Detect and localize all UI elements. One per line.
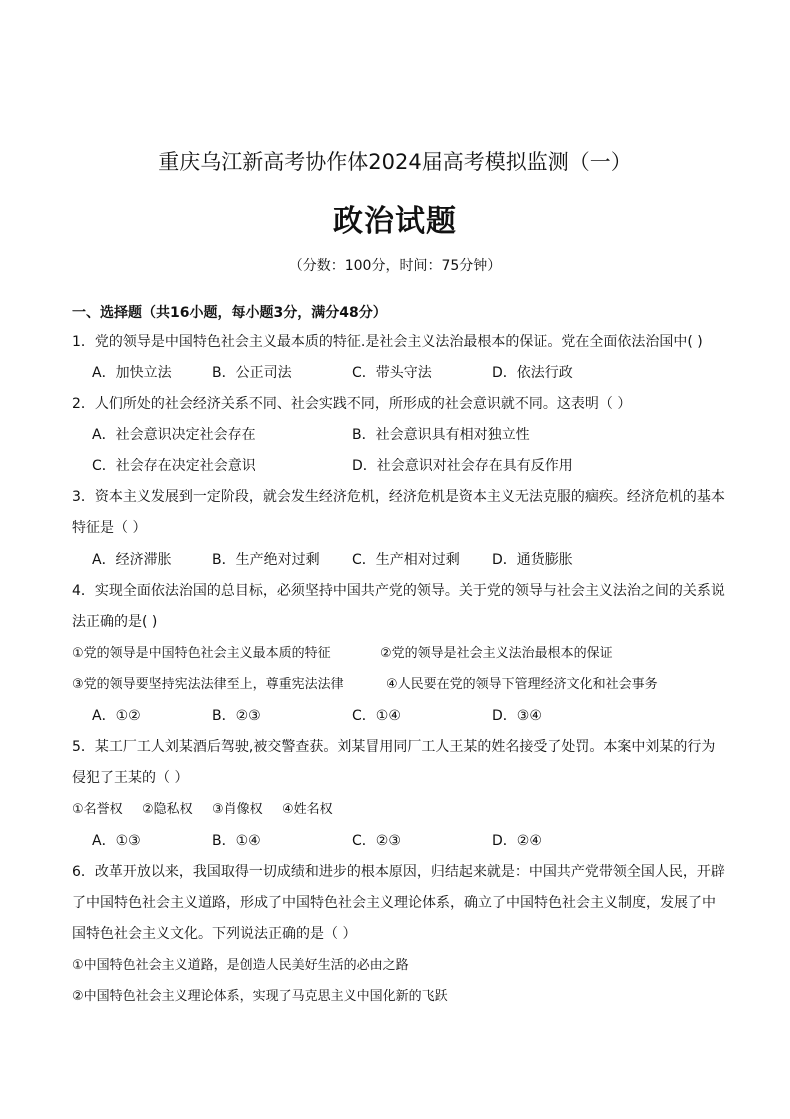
question-5-statement-4: ④姓名权 <box>282 802 333 817</box>
question-4-option-c: C．①④ <box>352 708 401 724</box>
question-1-option-b: B．公正司法 <box>212 365 292 381</box>
question-5-option-c: C．②③ <box>352 833 401 849</box>
question-6-stem-line-3: 国特色社会主义文化。下列说法正确的是（ ） <box>72 926 357 942</box>
question-3-option-b: B．生产绝对过剩 <box>212 552 320 568</box>
question-4-stem-line-1: 4．实现全面依法治国的总目标，必须坚持中国共产党的领导。关于党的领导与社会主义法治之间的关系说 <box>72 583 725 599</box>
question-2-option-a: A．社会意识决定社会存在 <box>92 427 256 443</box>
question-5-statement-1: ①名誉权 <box>72 802 123 817</box>
question-6-stem-line-2: 了中国特色社会主义道路，形成了中国特色社会主义理论体系，确立了中国特色社会主义制度，发展了中 <box>72 895 716 911</box>
question-4-option-a: A．①② <box>92 708 141 724</box>
question-5-statement-2: ②隐私权 <box>142 802 193 817</box>
question-4-option-b: B．②③ <box>212 708 261 724</box>
question-5-option-b: B．①④ <box>212 833 261 849</box>
question-3-option-d: D．通货膨胀 <box>492 552 573 568</box>
question-3-option-c: C．生产相对过剩 <box>352 552 460 568</box>
question-3-stem-line-1: 3．资本主义发展到一定阶段，就会发生经济危机，经济危机是资本主义无法克服的痼疾。经济危机的基本 <box>72 489 725 505</box>
exam-meta: （分数：100分，时间：75分钟） <box>288 258 502 274</box>
exam-title: 重庆乌江新高考协作体2024届高考模拟监测（一） <box>158 150 632 174</box>
question-2-option-b: B．社会意识具有相对独立性 <box>352 427 530 443</box>
question-6-statement-2: ②中国特色社会主义理论体系，实现了马克思主义中国化新的飞跃 <box>72 989 448 1004</box>
question-4-stem-line-2: 法正确的是( ) <box>72 614 158 630</box>
question-1-option-d: D．依法行政 <box>492 365 573 381</box>
question-6-statement-1: ①中国特色社会主义道路，是创造人民美好生活的必由之路 <box>72 958 409 973</box>
question-2-option-c: C．社会存在决定社会意识 <box>92 458 256 474</box>
question-5-stem-line-2: 侵犯了王某的（ ） <box>72 770 189 786</box>
question-3-option-a: A．经济滞胀 <box>92 552 172 568</box>
question-2-stem: 2．人们所处的社会经济关系不同、社会实践不同，所形成的社会意识就不同。这表明（ ） <box>72 396 632 412</box>
question-4-option-d: D．③④ <box>492 708 542 724</box>
question-2-option-d: D．社会意识对社会存在具有反作用 <box>352 458 573 474</box>
question-1-option-a: A．加快立法 <box>92 365 172 381</box>
question-1-option-c: C．带头守法 <box>352 365 432 381</box>
question-4-statement-1: ①党的领导是中国特色社会主义最本质的特征 <box>72 646 331 661</box>
question-6-stem-line-1: 6．改革开放以来，我国取得一切成绩和进步的根本原因，归结起来就是：中国共产党带领全国人民，开辟 <box>72 864 725 880</box>
question-5-option-d: D．②④ <box>492 833 542 849</box>
question-4-statement-2: ②党的领导是社会主义法治最根本的保证 <box>380 646 613 661</box>
question-5-statement-3: ③肖像权 <box>212 802 263 817</box>
question-5-option-a: A．①③ <box>92 833 141 849</box>
question-3-stem-line-2: 特征是（ ） <box>72 520 147 536</box>
question-1-stem: 1．党的领导是中国特色社会主义最本质的特征.是社会主义法治最根本的保证。党在全面依法治国中( ) <box>72 334 703 350</box>
question-4-statement-4: ④人民要在党的领导下管理经济文化和社会事务 <box>386 677 658 692</box>
subject-title: 政治试题 <box>333 204 457 239</box>
question-4-statement-3: ③党的领导要坚持宪法法律至上，尊重宪法法律 <box>72 677 344 692</box>
question-5-stem-line-1: 5．某工厂工人刘某酒后驾驶,被交警查获。刘某冒用同厂工人王某的姓名接受了处罚。本案中刘某的行为 <box>72 739 716 755</box>
section-heading: 一、选择题（共16小题，每小题3分，满分48分） <box>72 305 387 321</box>
